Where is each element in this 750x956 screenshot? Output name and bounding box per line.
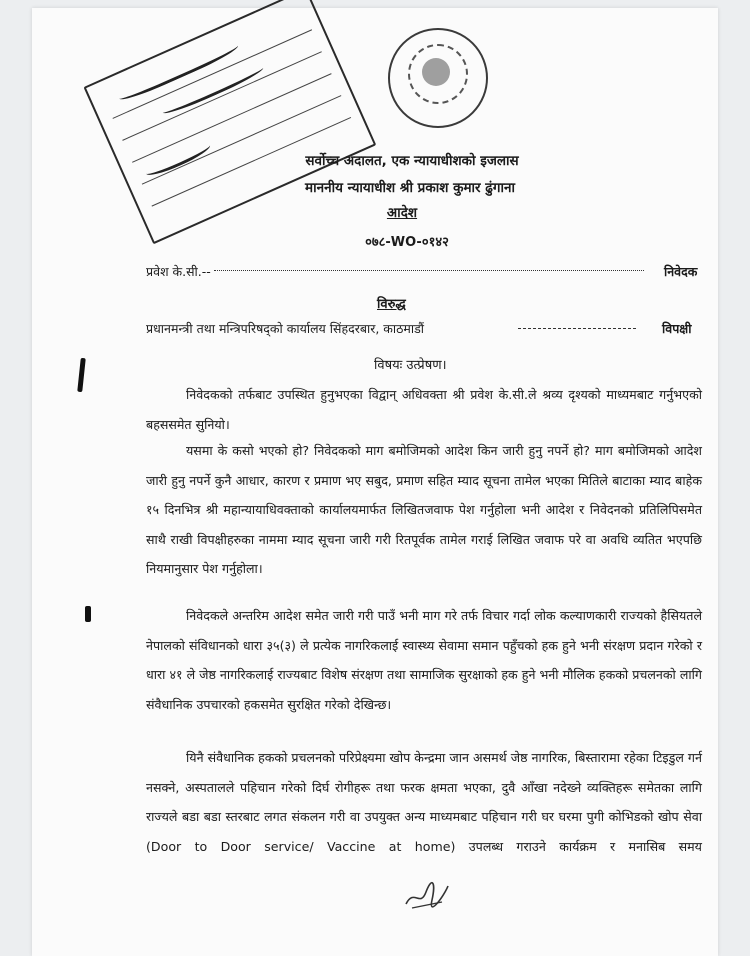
registry-stamp [83, 0, 376, 244]
subject-line: विषयः उत्प्रेषण। [374, 358, 447, 373]
signature-scribble [402, 878, 452, 912]
judge-name: माननीय न्यायाधीश श्री प्रकाश कुमार ढुंगाना [305, 180, 515, 196]
dashed-leader [518, 328, 636, 329]
court-name: सर्वोच्च अदालत, एक न्यायाधीशको इजलास [305, 153, 519, 169]
respondent-name: प्रधानमन्त्री तथा मन्त्रिपरिषद्को कार्यालय सिंहदरबार, काठमाडौं [146, 321, 425, 336]
petitioner-role: निवेदक [664, 264, 698, 279]
document-type: आदेश [386, 205, 418, 221]
document-page [32, 8, 718, 956]
case-number: ०७८-WO-०१४२ [365, 235, 449, 250]
court-seal [388, 28, 488, 128]
paragraph-hearing: निवेदकको तर्फबाट उपस्थित हुनुभएका विद्वान् अधिवक्ता श्री प्रवेश के.सी.ले श्रव्य दृश्यको माध्यमबाट गर्नुभएको बहससमेत सुनियो। [146, 387, 702, 432]
versus-label: विरुद्ध [377, 297, 406, 312]
paragraph-show-cause: यसमा के कसो भएको हो? निवेदकको माग बमोजिमको आदेश किन जारी हुनु नपर्ने हो? माग बमोजिमको आदेश जारी हुनु नपर्ने कुनै आधार, कारण र प्रमाण भए सबुद, प्रमाण सहित म्याद सूचना तामेल भएका मितिले बाटाका म्याद बाहेक १५ दिनभित्र श्री महान्यायाधिवक्ताको कार्यालयमार्फत लिखितजवाफ पेश गर्नुहोला भनी आदेश र निवेदनको प्रतिलिपिसमेत साथै राखी विपक्षीहरुका नाममा म्याद सूचना जारी गरी रितपूर्वक तामेल गराई लिखित जवाफ परे वा अवधि व्यतित भएपछि नियमानुसार पेश गर्नुहोला। [146, 443, 702, 576]
paragraph-vaccine-service: यिनै संवैधानिक हकको प्रचलनको परिप्रेक्ष्यमा खोप केन्द्रमा जान असमर्थ जेष्ठ नागरिक, बिस्तारामा रहेका टिइडुल गर्न नसक्ने, अस्पतालले पहिचान गरेको दिर्घ रोगीहरू तथा फरक क्षमता भएका, दुवै आँखा नदेख्ने व्यक्तिहरू समेतका लागि राज्यले बडा बडा स्तरबाट लगत संकलन गरी वा उपयुक्त अन्य माध्यमबाट पहिचान गरी घर घरमा पुगी कोभिडको खोप सेवा (Door to Door service/ Vaccine at home) उपलब्ध गराउने कार्यक्रम र मनासिब समय [146, 750, 702, 854]
margin-mark [77, 358, 86, 392]
paragraph-interim-order: निवेदकले अन्तरिम आदेश समेत जारी गरी पाउँ भनी माग गरे तर्फ विचार गर्दा लोक कल्याणकारी राज्यको हैसियतले नेपालको संविधानको धारा ३५(३) ले प्रत्येक नागरिकलाई स्वास्थ्य सेवामा समान पहुँचको हक हुने भनी संरक्षण प्रदान गरेको र धारा ४१ ले जेष्ठ नागरिकलाई राज्यबाट विशेष संरक्षण तथा सामाजिक सुरक्षाको हक हुने भनी मौलिक हकको प्रचलनको लागि संवैधानिक उपचारको हकसमेत सुरक्षित गरेको देखिन्छ। [146, 608, 702, 712]
dotted-leader [214, 270, 644, 271]
respondent-role: विपक्षी [662, 321, 692, 336]
margin-mark [85, 606, 91, 622]
petitioner-name: प्रवेश के.सी.-- [146, 264, 211, 279]
